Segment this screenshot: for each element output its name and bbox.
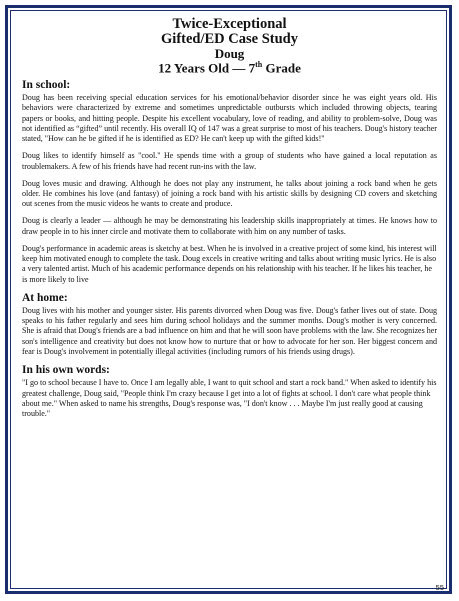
section-heading-own-words: In his own words: bbox=[22, 364, 110, 377]
student-name: Doug bbox=[214, 46, 245, 62]
student-age-grade bbox=[22, 61, 437, 75]
school-paragraph-3: Doug loves music and drawing. Although he does not play any instrument, he talks about joining a rock band when he gets older. He combines his love (and fantasy) of joining a rock band with his artistic skills by designing CD covers and sketching out scenes from the music videos he wants to create and produce. bbox=[22, 178, 437, 209]
school-paragraph-1: Doug has been receiving special education services for his emotional/behavior disorder since he was eight years old. His behaviors were characterized by extreme and sometimes unpredictable outbursts which included throwing objects, tearing papers or books, and hitting people. Despite his excellent vocabulary, love of reading, and ability to problem-solve, Doug was not identified as “gifted” until recently. His overall IQ of 147 was a great surprise to most of his teachers. Doug's history teacher stated, "How can he be gifted if he is identified as ED? He can't keep up with the gifted kids!" bbox=[22, 93, 437, 144]
document-content bbox=[22, 17, 437, 582]
page-number: 55 bbox=[435, 583, 444, 592]
home-paragraph-1: Doug lives with his mother and younger sister. His parents divorced when Doug was five. Doug's father lives out of state. Doug speaks to his father regularly and sees him during school holidays and the summer months. Doug's mother is very concerned. She is afraid that Doug's friends are a bad influence on him and that he will soon have problems with the law. She recognizes her son's intelligence and creativity but does not know how to nurture that or how to advocate for her son. Her biggest concern and fear is Doug's involvement in potentially illegal activities (including rumors of his friends using drugs). bbox=[22, 305, 437, 356]
document-title: Twice-Exceptional bbox=[172, 17, 287, 32]
school-paragraph-2: Doug likes to identify himself as "cool." He spends time with a group of students who have gained a local reputation as troublemakers. A few of his friends have had recent run-ins with the law. bbox=[22, 151, 437, 171]
section-heading-home: At home: bbox=[22, 291, 68, 304]
document-subtitle: Gifted/ED Case Study bbox=[161, 31, 298, 48]
age-grade-suffix: Grade bbox=[262, 60, 301, 76]
school-paragraph-5: Doug's performance in academic areas is sketchy at best. When he is involved in a creative project of some kind, his interest will keep him motivated enough to complete the task. Doug excels in creative writing and talks about writing music lyrics. He is also a very talented artist. Much of his academic performance depends on his relationship with his teacher. If he likes his teacher, he is more likely to live bbox=[22, 243, 437, 284]
own-words-paragraph-1: "I go to school because I have to. Once I am legally able, I want to quit school and start a rock band." When asked to identify his greatest challenge, Doug said, "People think I'm crazy because I get into a lot of fights at school. I don't care what people think about me." When asked to name his strengths, Doug's response was, "I don't know . . . Maybe I'm just really good at causing trouble." bbox=[22, 378, 437, 418]
section-heading-school: In school: bbox=[22, 79, 71, 92]
school-paragraph-4: Doug is clearly a leader — although he may be demonstrating his leadership skills inappropriately at times. He knows how to draw people in to his inner circle and motivate them to collaborate with him on any number of tasks. bbox=[22, 216, 437, 236]
grade-ordinal-suffix: th bbox=[255, 60, 263, 70]
age-grade-prefix: 12 Years Old — 7 bbox=[158, 60, 256, 76]
